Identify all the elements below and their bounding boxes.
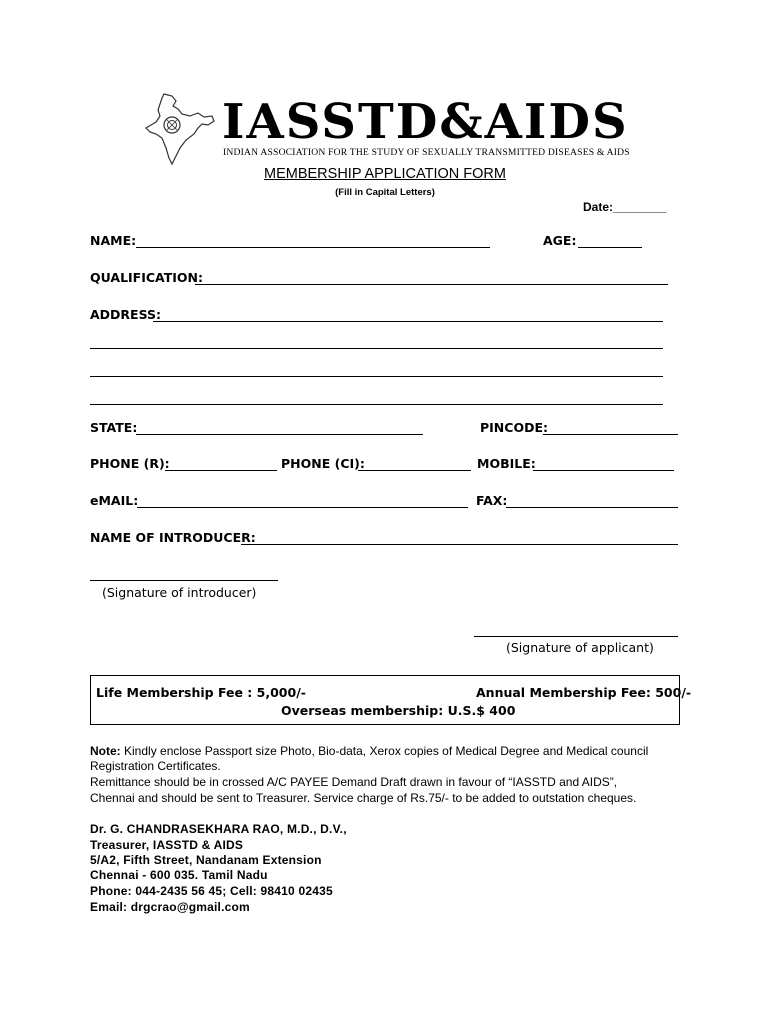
address-field-line-1[interactable]: [153, 321, 663, 322]
address-label: ADDRESS:: [90, 307, 162, 322]
age-label: AGE:: [543, 233, 577, 248]
note-line-4: Chennai and should be sent to Treasurer. Service charge of Rs.75/- to be added to outstation cheques.: [90, 791, 637, 805]
note-label: Note:: [90, 744, 121, 758]
contact-name: Dr. G. CHANDRASEKHARA RAO, M.D., D.V.,: [90, 822, 347, 836]
mobile-label: MOBILE:: [477, 456, 536, 471]
annual-membership-fee: Annual Membership Fee: 500/-: [476, 685, 692, 700]
contact-phone: Phone: 044-2435 56 45; Cell: 98410 02435: [90, 884, 333, 898]
note-line-3: Remittance should be in crossed A/C PAYEE Demand Draft drawn in favour of “IASSTD and AIDS”,: [90, 775, 618, 789]
life-membership-fee: Life Membership Fee : 5,000/-: [96, 685, 306, 700]
introducer-signature-line[interactable]: [90, 580, 278, 581]
mobile-field[interactable]: [533, 470, 674, 471]
address-field-line-2[interactable]: [90, 348, 663, 349]
phone-clinic-field[interactable]: [358, 470, 471, 471]
logo-subtitle: INDIAN ASSOCIATION FOR THE STUDY OF SEXUALLY TRANSMITTED DISEASES & AIDS: [223, 147, 630, 158]
note-line-1: Note: Kindly enclose Passport size Photo, Bio-data, Xerox copies of Medical Degree and Medical council: [90, 744, 649, 758]
introducer-label: NAME OF INTRODUCER:: [90, 530, 256, 545]
applicant-signature-line[interactable]: [474, 636, 678, 637]
name-label: NAME:: [90, 233, 137, 248]
email-field[interactable]: [137, 507, 468, 508]
state-label: STATE:: [90, 420, 138, 435]
contact-city: Chennai - 600 035. Tamil Nadu: [90, 868, 268, 882]
contact-street: 5/A2, Fifth Street, Nandanam Extension: [90, 853, 322, 867]
pincode-field[interactable]: [543, 434, 678, 435]
note-line-2: Registration Certificates.: [90, 759, 221, 773]
address-field-line-4[interactable]: [90, 404, 663, 405]
form-note: (Fill in Capital Letters): [335, 187, 435, 198]
applicant-signature-label: (Signature of applicant): [506, 640, 654, 655]
pincode-label: PINCODE:: [480, 420, 548, 435]
age-field[interactable]: [578, 247, 642, 248]
contact-role: Treasurer, IASSTD & AIDS: [90, 838, 244, 852]
india-map-logo-icon: [142, 92, 216, 168]
qualification-label: QUALIFICATION:: [90, 270, 204, 285]
email-label: eMAIL:: [90, 493, 139, 508]
address-field-line-3[interactable]: [90, 376, 663, 377]
contact-email[interactable]: Email: drgcrao@gmail.com: [90, 900, 250, 914]
form-title: MEMBERSHIP APPLICATION FORM: [264, 166, 506, 182]
introducer-field[interactable]: [241, 544, 678, 545]
fax-label: FAX:: [476, 493, 508, 508]
phone-clinic-label: PHONE (CI):: [281, 456, 365, 471]
phone-residence-label: PHONE (R):: [90, 456, 170, 471]
logo-title: IASSTD&AIDS: [222, 94, 629, 150]
fax-field[interactable]: [506, 507, 678, 508]
name-field[interactable]: [136, 247, 490, 248]
overseas-membership-fee: Overseas membership: U.S.$ 400: [281, 703, 516, 718]
date-field[interactable]: Date:________: [583, 200, 667, 214]
qualification-field[interactable]: [195, 284, 668, 285]
phone-residence-field[interactable]: [165, 470, 277, 471]
introducer-signature-label: (Signature of introducer): [102, 585, 257, 600]
state-field[interactable]: [136, 434, 423, 435]
